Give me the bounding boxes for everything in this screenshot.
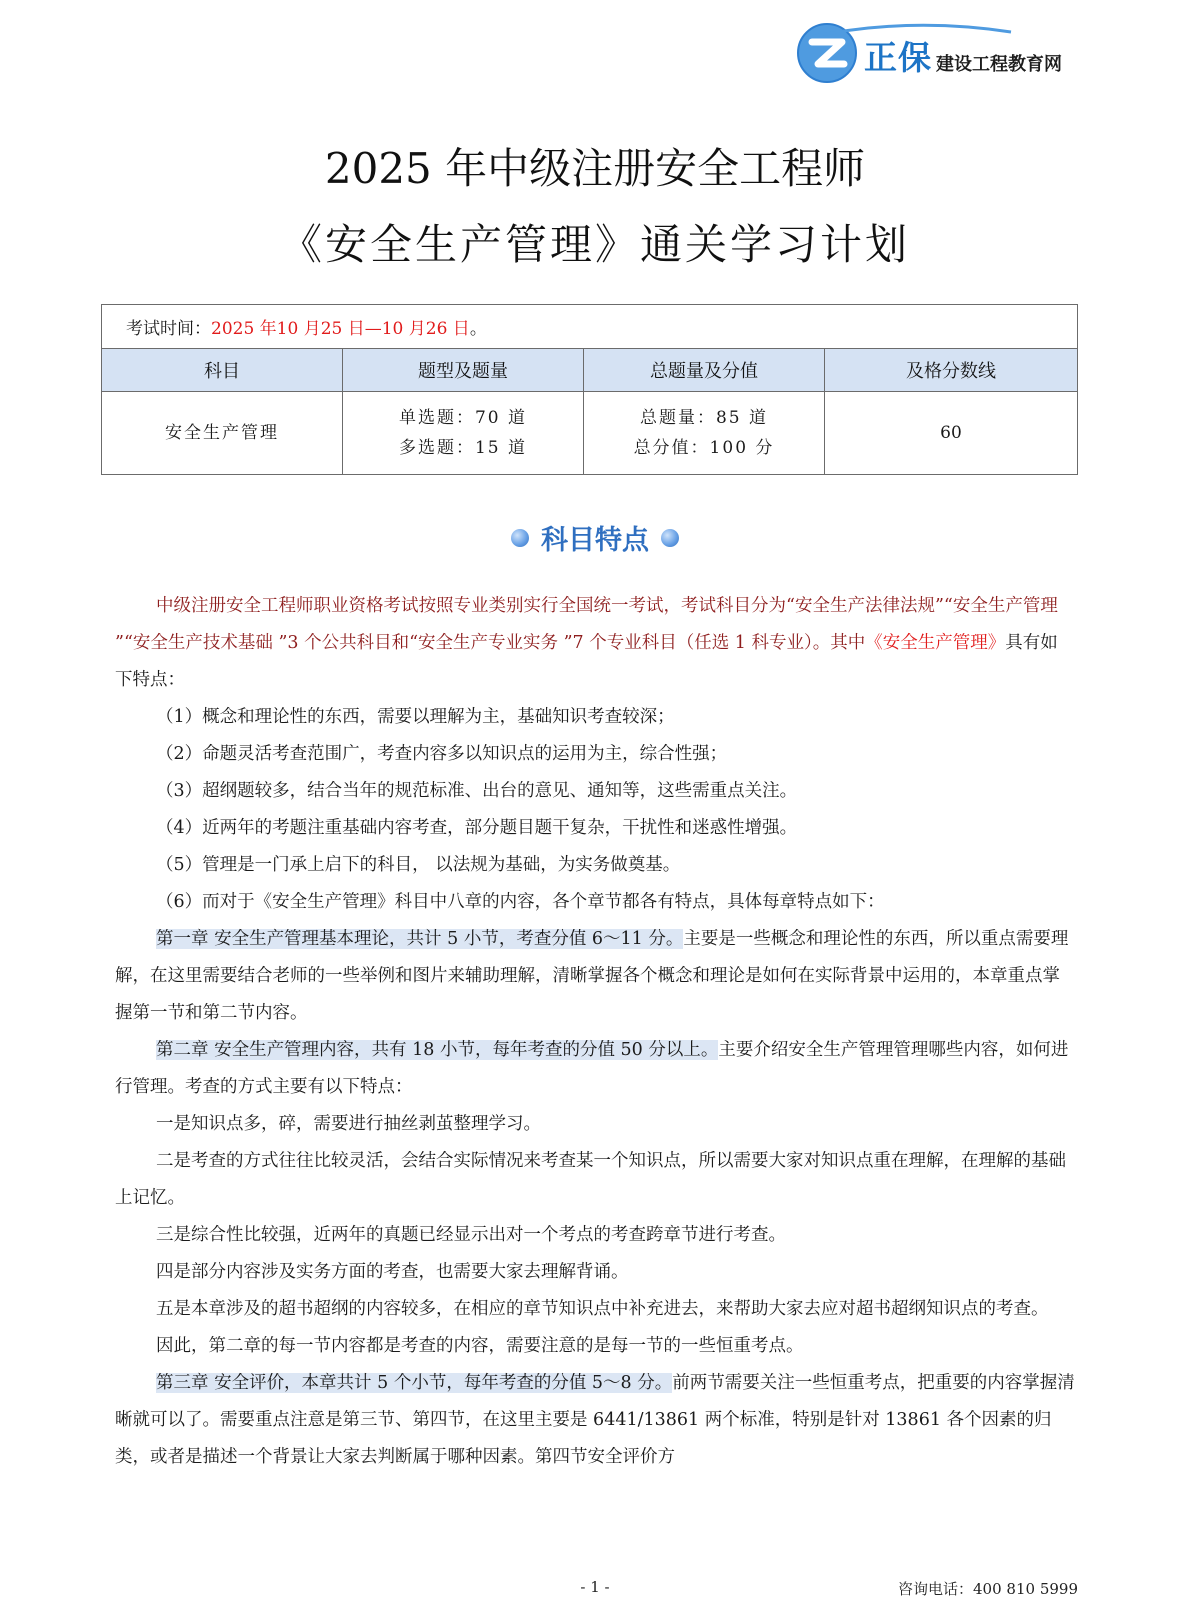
chapter-2-item-2: 二是考查的方式往往比较灵活，会结合实际情况来考查某一个知识点，所以需要大家对知识点重在理解，在理解的基础上记忆。	[115, 1151, 1066, 1208]
chapter-1-label: 第一章	[156, 929, 209, 949]
exam-info-table	[101, 304, 1078, 475]
logo-brand-text: 正保	[864, 38, 932, 77]
exam-time-value: 2025 年10 月25 日—10 月26 日	[211, 319, 470, 339]
chapter-3-summary: 安全评价，本章共计 5 个小节，每年考查的分值 5～8 分。	[208, 1373, 673, 1393]
total-questions: 总题量：85 道	[639, 408, 769, 428]
chapter-2-item-5: 五是本章涉及的超书超纲的内容较多，在相应的章节知识点中补充进去，来帮助大家去应对超书超纲知识点的考查。	[156, 1299, 1049, 1319]
chapter-1-summary: 安全生产管理基本理论，共计 5 小节，考查分值 6～11 分。	[208, 929, 684, 949]
chapter-1-detail: 主要是一些概念和理论性的东西，所以重点需要理解，在这里需要结合老师的一些举例和图片来辅助理解，清晰掌握各个概念和理论是如何在实际背景中运用的，本章重点掌握第一节和第二节内容。	[115, 929, 1069, 1023]
intro-text-a: 中级注册安全工程师职业资格考试按照专业类别实行全国统一考试，考试科目分为“安全生产法律法规”“安全生产管理 ”“安全生产技术基础 ”3 个公共科目和“安全生产专业实务 ”7 个专业科目（任选 1 科专业）。其中	[115, 596, 1058, 653]
chapter-2-item-4: 四是部分内容涉及实务方面的考查，也需要大家去理解背诵。	[156, 1262, 629, 1282]
chapter-2-summary: 安全生产管理内容，共有 18 小节，每年考查的分值 50 分以上。	[208, 1040, 719, 1060]
contact-phone: 咨询电话：400 810 5999	[898, 1580, 1078, 1598]
header-pass-line: 及格分数线	[825, 349, 1078, 392]
section-heading	[0, 518, 1190, 557]
bullet-dot-icon	[511, 529, 529, 547]
exam-time-cell	[102, 305, 1078, 349]
chapter-2-detail: 主要介绍安全生产管理管理哪些内容，如何进行管理。考查的方式主要有以下特点：	[115, 1040, 1069, 1097]
chapter-2-item-1: 一是知识点多，碎，需要进行抽丝剥茧整理学习。	[156, 1114, 541, 1134]
exam-time-label: 考试时间：	[126, 319, 211, 339]
page-number: - 1 -	[580, 1578, 610, 1596]
multi-choice-count: 多选题：15 道	[398, 438, 528, 458]
page-title-line2: 《安全生产管理》通关学习计划	[279, 220, 910, 269]
table-row	[102, 392, 1078, 475]
chapter-2-item-3: 三是综合性比较强，近两年的真题已经显示出对一个考点的考查跨章节进行考查。	[156, 1225, 786, 1245]
total-score: 总分值：100 分	[633, 438, 775, 458]
feature-point-2: （2）命题灵活考查范围广，考查内容多以知识点的运用为主，综合性强；	[156, 744, 728, 764]
document-body	[115, 588, 1075, 1476]
feature-point-1: （1）概念和理论性的东西，需要以理解为主，基础知识考查较深；	[156, 707, 675, 727]
feature-point-3: （3）超纲题较多，结合当年的规范标准、出台的意见、通知等，这些需重点关注。	[156, 781, 798, 801]
table-header-row	[102, 349, 1078, 392]
chapter-2-paragraph	[115, 1032, 1075, 1106]
chapter-1-paragraph	[115, 921, 1075, 1032]
exam-time-row	[102, 305, 1078, 349]
single-choice-count: 单选题：70 道	[398, 408, 528, 428]
chapter-2-conclusion: 因此，第二章的每一节内容都是考查的内容，需要注意的是每一节的一些恒重考点。	[156, 1336, 804, 1356]
chapter-3-label: 第三章	[156, 1373, 209, 1393]
feature-point-6: （6）而对于《安全生产管理》科目中八章的内容，各个章节都各有特点，具体每章特点如下：	[156, 892, 885, 912]
bullet-dot-icon	[661, 529, 679, 547]
header-question-types: 题型及题量	[343, 349, 584, 392]
intro-text-b: 具有如下特点：	[115, 633, 1058, 690]
page-title-line1: 2025 年中级注册安全工程师	[324, 144, 866, 193]
total-cell	[584, 392, 825, 475]
brand-logo	[796, 22, 1096, 84]
feature-point-5: （5）管理是一门承上启下的科目， 以法规为基础，为实务做奠基。	[156, 855, 681, 875]
section-title: 科目特点	[541, 525, 649, 556]
logo-subtitle: 建设工程教育网	[936, 54, 1062, 75]
header-total: 总题量及分值	[584, 349, 825, 392]
chapter-3-detail: 前两节需要关注一些恒重考点，把重要的内容掌握清晰就可以了。需要重点注意是第三节、第四节，在这里主要是 6441/13861 两个标准，特别是针对 13861 各个因素的归类，或者是描述一个背景让大家去判断属于哪种因素。第四节安全评价方	[115, 1373, 1075, 1467]
intro-subject-name: 《安全生产管理》	[865, 633, 1006, 653]
chapter-2-label: 第二章	[156, 1040, 209, 1060]
exam-time-end: 。	[469, 319, 487, 339]
question-types-cell	[343, 392, 584, 475]
subject-cell: 安全生产管理	[102, 392, 343, 475]
intro-paragraph	[115, 588, 1075, 699]
feature-point-4: （4）近两年的考题注重基础内容考查，部分题目题干复杂，干扰性和迷惑性增强。	[156, 818, 798, 838]
header-subject: 科目	[102, 349, 343, 392]
pass-score-cell: 60	[825, 392, 1078, 475]
chapter-3-paragraph	[115, 1365, 1075, 1476]
